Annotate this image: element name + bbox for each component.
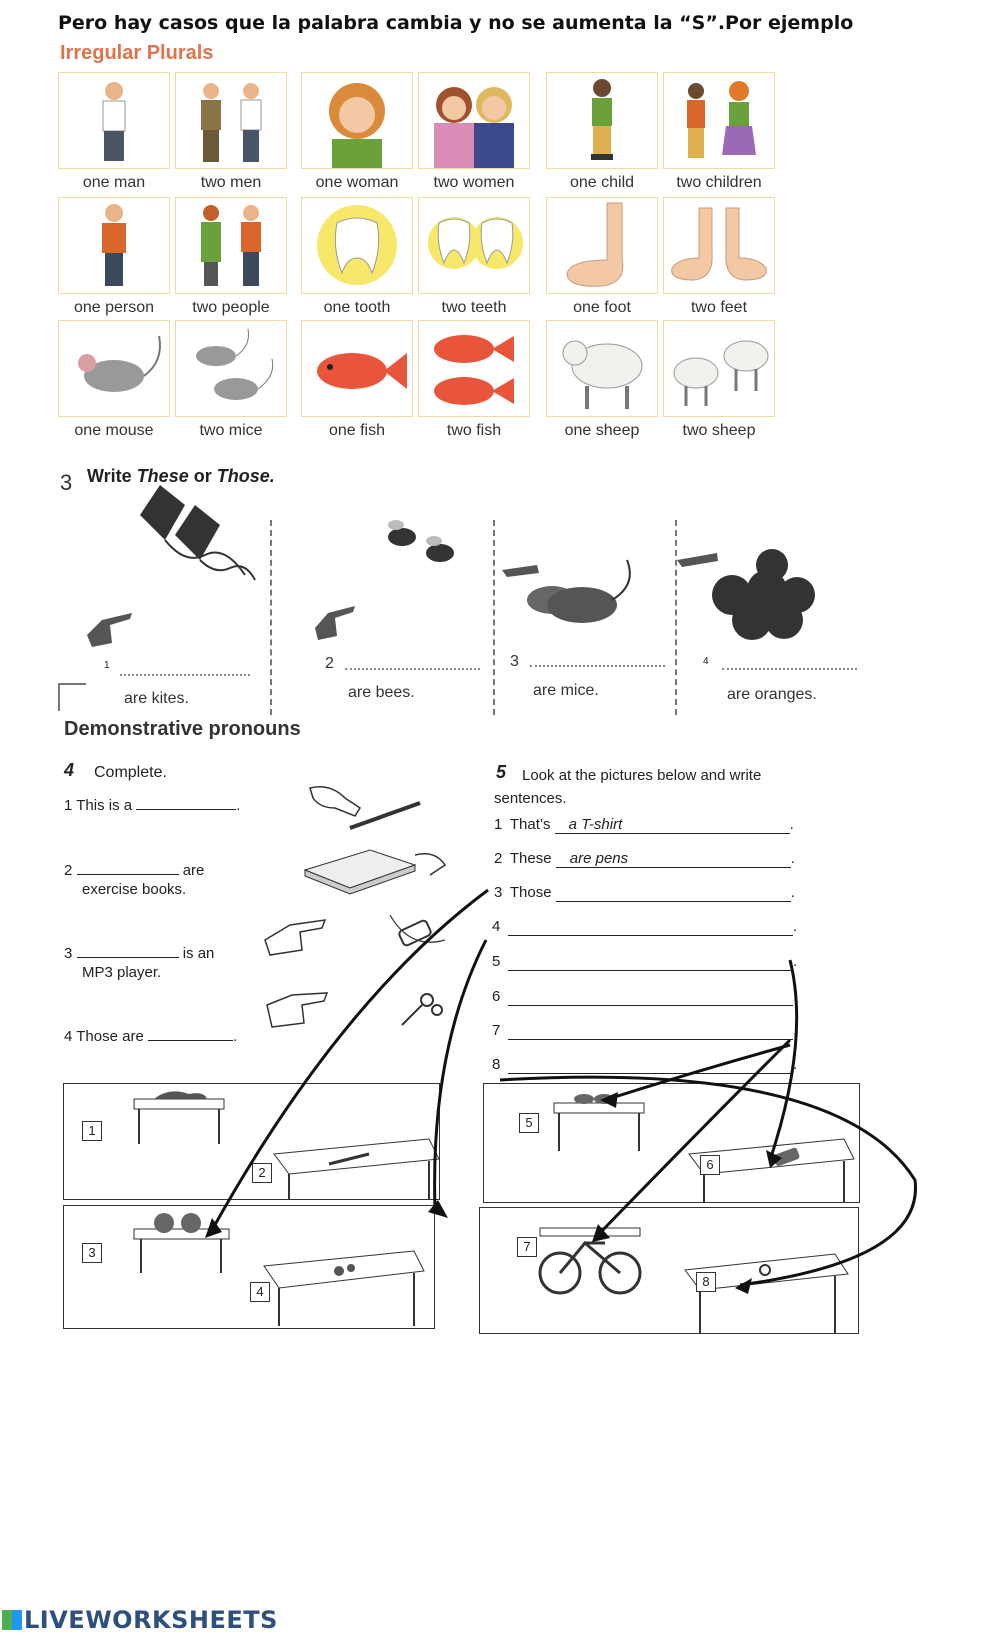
plural-label: one foot xyxy=(573,299,631,316)
picture-label: 5 xyxy=(519,1113,539,1133)
picture-label: 8 xyxy=(696,1272,716,1292)
s5-item-number: 5 xyxy=(492,953,501,970)
s5-item-number: 6 xyxy=(492,988,501,1005)
s5-item-number: 8 xyxy=(492,1056,501,1073)
s4-item-1: 1 This is a . xyxy=(64,797,241,814)
plural-label: one child xyxy=(569,174,635,191)
plural-label: one man xyxy=(82,174,146,191)
s5-item-number: 3 xyxy=(494,884,503,901)
s5-item-prefix: These xyxy=(506,850,556,867)
picture-label: 3 xyxy=(82,1243,102,1263)
s5-period: . xyxy=(790,850,795,867)
section3-number: 3 xyxy=(60,470,73,495)
s5-item-prefix: Those xyxy=(506,884,556,901)
plural-label: two sheep xyxy=(682,422,756,439)
s4-item-4: 4 Those are . xyxy=(64,1028,238,1045)
s4-item-2: 2 are xyxy=(64,862,205,879)
s5-item-number: 7 xyxy=(492,1022,501,1039)
picture-label: 4 xyxy=(250,1282,270,1302)
plural-label: one mouse xyxy=(74,422,154,439)
s3-item-number: 4 xyxy=(703,656,709,667)
s3-caption: are bees. xyxy=(348,684,415,701)
s5-answer-line[interactable]: are pens xyxy=(556,850,791,868)
s3-item-number: 1 xyxy=(104,660,110,671)
plural-label: one tooth xyxy=(323,299,391,316)
plural-label: two teeth xyxy=(441,299,507,316)
page-heading: Pero hay casos que la palabra cambia y no se aumenta la “S”.Por ejemplo xyxy=(58,12,854,34)
picture-label: 7 xyxy=(517,1237,537,1257)
s5-period: . xyxy=(793,1022,798,1039)
s5-period: . xyxy=(789,816,794,833)
logo-icon xyxy=(2,1610,22,1630)
s3-caption: are oranges. xyxy=(727,686,817,703)
s5-item-number: 4 xyxy=(492,918,501,935)
s3-caption: are kites. xyxy=(124,690,189,707)
plural-label: two women xyxy=(433,174,515,191)
s4-item-2-line2: exercise books. xyxy=(82,881,187,898)
plural-label: one person xyxy=(73,299,155,316)
s4-item-3: 3 is an xyxy=(64,945,215,962)
section5-number: 5 xyxy=(496,762,507,782)
plural-label: two children xyxy=(676,174,762,191)
plural-label: one woman xyxy=(315,174,399,191)
plural-label: one fish xyxy=(328,422,386,439)
s4-item-3-line2: MP3 player. xyxy=(82,964,162,981)
s3-item-number: 3 xyxy=(510,653,519,670)
picture-label: 1 xyxy=(82,1121,102,1141)
picture-label: 2 xyxy=(252,1163,272,1183)
s5-period: . xyxy=(793,953,798,970)
s5-period: . xyxy=(793,988,798,1005)
plural-label: two men xyxy=(200,174,262,191)
plural-label: two fish xyxy=(446,422,502,439)
plural-label: one sheep xyxy=(564,422,640,439)
s5-item-prefix: That’s xyxy=(506,816,555,833)
footer-logo[interactable]: LIVEWORKSHEETS xyxy=(2,1606,278,1634)
irregular-plurals-title: Irregular Plurals xyxy=(60,42,214,64)
s3-caption: are mice. xyxy=(533,682,599,699)
section5-title-line1: Look at the pictures below and write xyxy=(522,767,762,784)
s5-period: . xyxy=(793,1056,798,1073)
plural-label: two mice xyxy=(199,422,263,439)
section4-number: 4 xyxy=(64,760,75,780)
plural-label: two feet xyxy=(690,299,748,316)
s5-answer-line[interactable]: a T-shirt xyxy=(555,816,790,834)
s3-item-number: 2 xyxy=(325,655,334,672)
demonstrative-pronouns-title: Demonstrative pronouns xyxy=(64,718,301,740)
picture-label: 6 xyxy=(700,1155,720,1175)
s5-period: . xyxy=(793,918,798,935)
section5-title-line2: sentences. xyxy=(494,790,567,807)
s5-item-number: 1 xyxy=(494,816,503,833)
s5-period: . xyxy=(790,884,795,901)
plural-label: two people xyxy=(192,299,270,316)
section3-title: Write These or Those. xyxy=(87,466,275,486)
section4-title: Complete. xyxy=(94,764,167,781)
s5-item-number: 2 xyxy=(494,850,503,867)
